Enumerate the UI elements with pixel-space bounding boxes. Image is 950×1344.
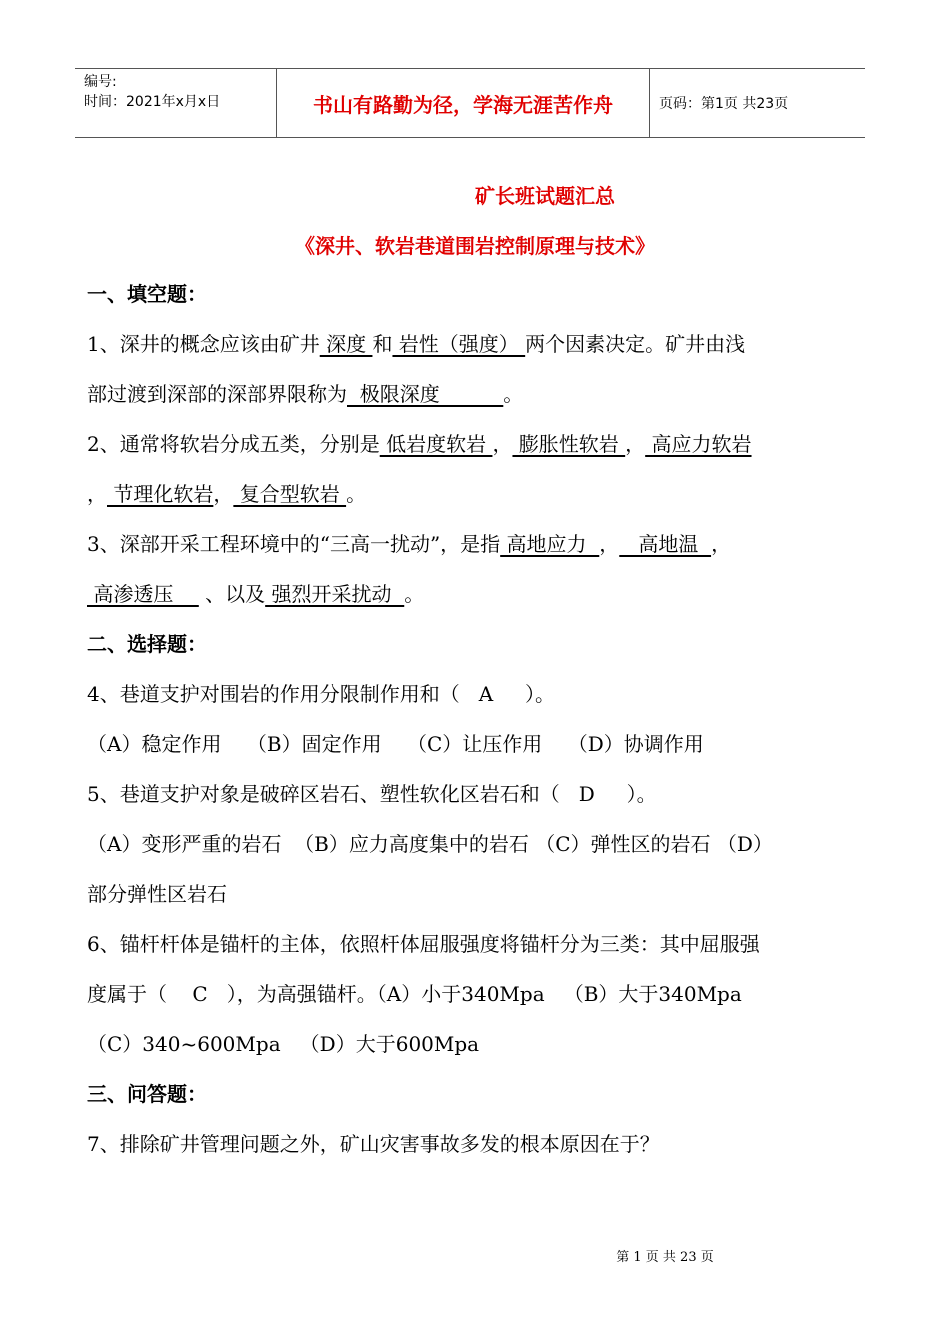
answer-blank: 岩性（强度） xyxy=(392,332,526,356)
answer-blank: 低岩度软岩 xyxy=(379,432,493,456)
question-4-stem: 4、巷道支护对围岩的作用分限制作用和（ A ）。 xyxy=(87,682,556,706)
question-5-options-cont: 部分弹性区岩石 xyxy=(87,882,227,906)
section-fill-blank: 一、填空题： xyxy=(87,282,207,306)
document-subtitle: 《深井、软岩巷道围岩控制原理与技术》 xyxy=(295,234,655,258)
question-7-stem: 7、排除矿井管理问题之外，矿山灾害事故多发的根本原因在于？ xyxy=(87,1132,660,1156)
page-header xyxy=(75,68,865,138)
question-4-options: （A）稳定作用 （B）固定作用 （C）让压作用 （D）协调作用 xyxy=(87,732,704,756)
answer-blank: 复合型软岩 xyxy=(233,482,347,506)
question-1-line-1: 1、深井的概念应该由矿井 深度 和 岩性（强度） 两个因素决定。矿井由浅 xyxy=(87,332,746,356)
question-2-line-2: ， 节理化软岩， 复合型软岩 。 xyxy=(87,482,367,506)
answer-blank: 强烈开采扰动 xyxy=(265,582,405,606)
answer-blank: 极限深度 xyxy=(347,382,504,406)
page-footer: 第 1 页 共 23 页 xyxy=(616,1250,714,1265)
header-page-info: 页码：第1页 共23页 xyxy=(659,96,789,112)
question-3-line-2: 高渗透压 、以及 强烈开采扰动 。 xyxy=(87,582,425,606)
question-3-line-1: 3、深部开采工程环境中的“三高一扰动”，是指 高地应力 ， 高地温 ， xyxy=(87,532,732,556)
time-label: 时间：2021年x月x日 xyxy=(84,94,221,110)
question-1-line-2: 部过渡到深部的深部界限称为 极限深度 。 xyxy=(87,382,524,406)
answer-blank: 高地温 xyxy=(619,532,712,556)
question-6-options: （C）340~600Mpa （D）大于600Mpa xyxy=(87,1032,480,1056)
answer-blank: 高渗透压 xyxy=(87,582,199,606)
header-meta xyxy=(75,69,277,137)
question-5-options: （A）变形严重的岩石 （B）应力高度集中的岩石 （C）弹性区的岩石 （D） xyxy=(87,832,773,856)
answer-blank: 膨胀性软岩 xyxy=(512,432,626,456)
question-6-stem: 6、锚杆杆体是锚杆的主体，依照杆体屈服强度将锚杆分为三类：其中屈服强 xyxy=(87,932,760,956)
question-5-stem: 5、巷道支护对象是破碎区岩石、塑性软化区岩石和（ D ）。 xyxy=(87,782,657,806)
section-short-answer: 三、问答题： xyxy=(87,1082,207,1106)
answer-blank: 高应力软岩 xyxy=(645,432,752,456)
answer-blank: 高地应力 xyxy=(500,532,600,556)
document-title: 矿长班试题汇总 xyxy=(475,184,615,208)
question-6-stem-cont: 度属于（ C ），为高强锚杆。（A）小于340Mpa （B）大于340Mpa xyxy=(87,982,742,1006)
answer-blank: 节理化软岩 xyxy=(107,482,214,506)
section-multiple-choice: 二、选择题： xyxy=(87,632,207,656)
header-motto: 书山有路勤为径，学海无涯苦作舟 xyxy=(277,69,650,137)
answer-blank: 深度 xyxy=(319,332,373,356)
serial-label: 编号: xyxy=(84,74,117,90)
question-2-line-1: 2、通常将软岩分成五类，分别是 低岩度软岩 ， 膨胀性软岩 ， 高应力软岩 xyxy=(87,432,752,456)
